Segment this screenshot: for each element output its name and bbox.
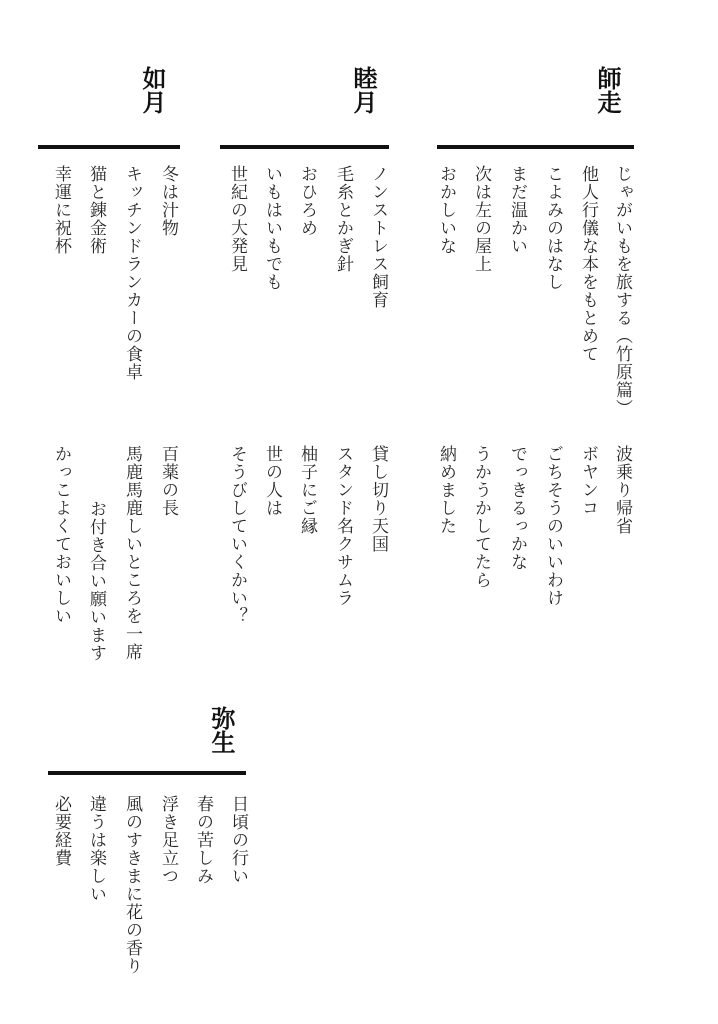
title-item: 毛糸とかぎ針 <box>333 165 353 273</box>
title-item: 馬鹿馬鹿しいところを一席 <box>122 445 142 661</box>
title-item: ノンストレス飼育 <box>368 165 388 309</box>
title-item: 浮き足立つ <box>158 795 178 885</box>
section-divider <box>437 145 634 149</box>
title-item: いもはいもでも <box>262 165 282 291</box>
title-item: そうびしていくかい？ <box>227 445 247 625</box>
title-item: でっきるっかな <box>507 445 527 571</box>
title-item: 必要経費 <box>51 795 71 867</box>
title-item: 違うは楽しい <box>86 795 106 903</box>
month-heading-shiwasu: 師走 <box>593 66 621 114</box>
title-item: 幸運に祝杯 <box>51 165 71 255</box>
title-item: 納めました <box>436 445 456 535</box>
title-item: うかうかしてたら <box>471 445 491 589</box>
month-heading-mutsuki: 睦月 <box>349 66 377 114</box>
title-item: 春の苦しみ <box>193 795 213 885</box>
section-divider <box>38 145 180 149</box>
title-item: 日頃の行い <box>228 795 248 885</box>
title-item: 波乗り帰省 <box>612 445 632 535</box>
title-item: 冬は汁物 <box>158 165 178 237</box>
title-item-continuation: お付き合い願います <box>86 500 106 662</box>
title-item: 猫と錬金術 <box>86 165 106 255</box>
title-item: 風のすきまに花の香り <box>122 795 142 975</box>
title-item: ごちそうのいいわけ <box>543 445 563 607</box>
title-item: 他人行儀な本をもとめて <box>578 165 598 363</box>
title-item: スタンド名クサムラ <box>333 445 353 607</box>
title-item: おひろめ <box>297 165 317 237</box>
title-item: 世紀の大発見 <box>227 165 247 273</box>
section-divider <box>220 145 389 149</box>
month-heading-kisaragi: 如月 <box>138 66 166 114</box>
month-heading-yayoi: 弥生 <box>207 706 235 754</box>
title-item: こよみのはなし <box>543 165 563 291</box>
title-item: 次は左の屋上 <box>471 165 491 273</box>
title-item: 貸し切り天国 <box>368 445 388 553</box>
section-divider <box>48 771 246 775</box>
title-item: まだ温かい <box>507 165 527 255</box>
title-item: 柚子にご縁 <box>297 445 317 535</box>
title-item: かっこよくておいしい <box>51 445 71 625</box>
title-item: ボヤンコ <box>578 445 598 517</box>
title-item: 世の人は <box>262 445 282 517</box>
title-item: 百薬の長 <box>158 445 178 517</box>
title-item: じゃがいもを旅する（竹原篇） <box>612 165 632 417</box>
title-item: キッチンドランカーの食卓 <box>122 165 142 381</box>
title-item: おかしいな <box>436 165 456 255</box>
